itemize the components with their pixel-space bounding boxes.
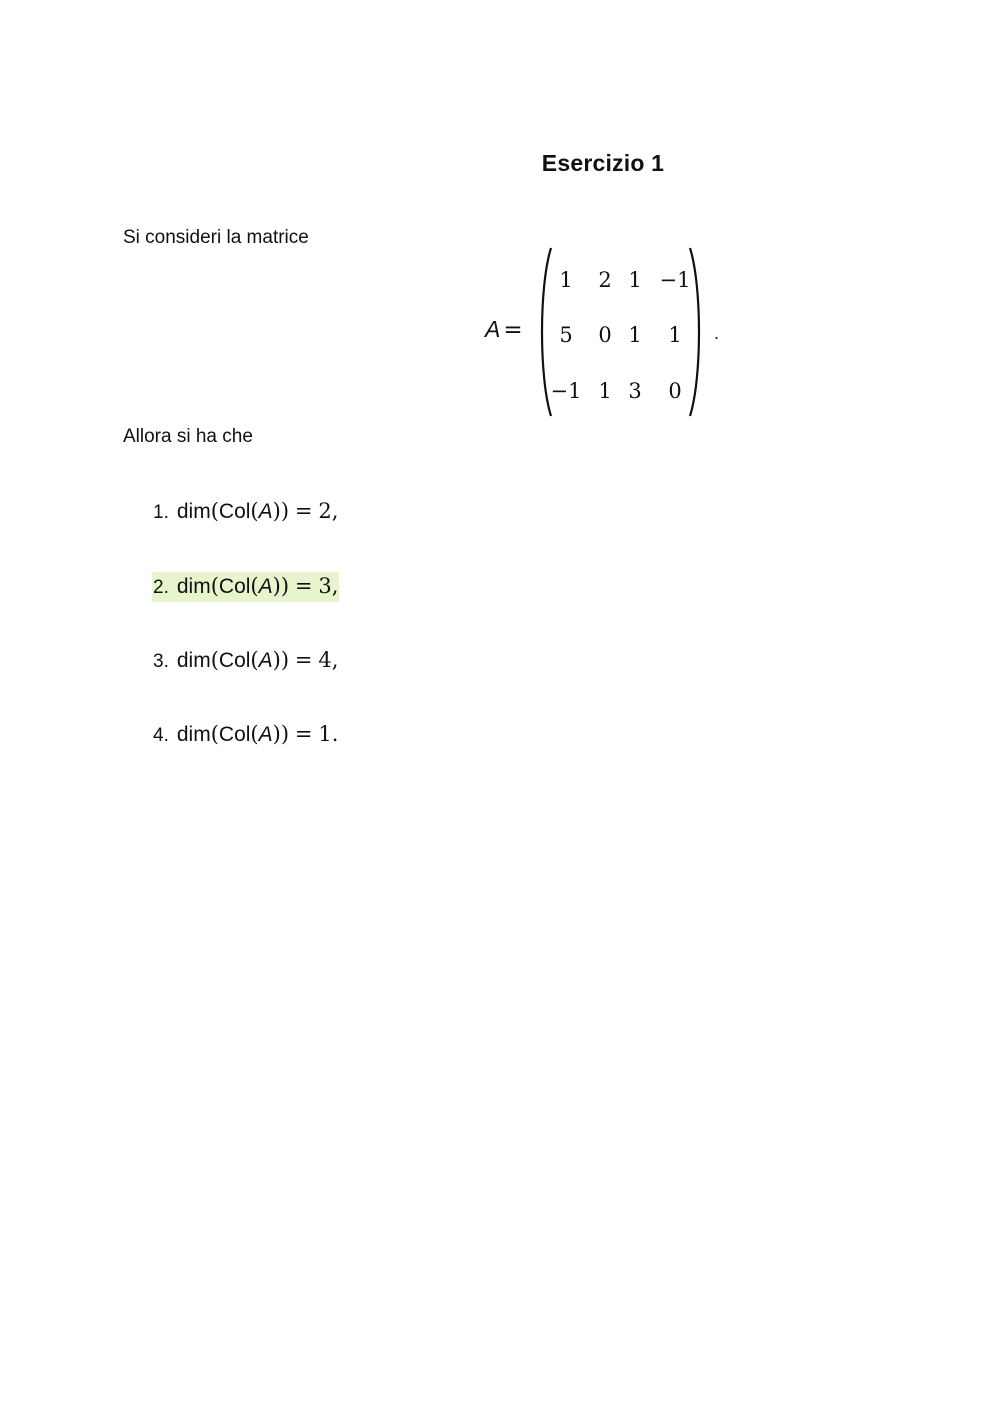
option-paren: (	[250, 574, 259, 598]
matrix-cell: 1	[628, 268, 642, 292]
intro-text: Si consideri la matrice	[123, 227, 309, 248]
option-inner: Col	[218, 649, 251, 672]
option-1	[152, 497, 339, 527]
matrix-cell: 3	[628, 379, 642, 403]
option-number: 1.	[153, 502, 169, 523]
option-value: 4,	[318, 648, 339, 672]
right-parenthesis	[687, 246, 705, 418]
option-paren: ))	[272, 574, 290, 598]
option-number: 2.	[153, 577, 169, 598]
option-equals: =	[294, 574, 313, 598]
option-value: 1.	[318, 722, 339, 746]
matrix-name: A	[485, 316, 501, 342]
matrix-cell: 1	[668, 323, 682, 347]
option-number: 4.	[153, 725, 169, 746]
option-paren: (	[210, 722, 219, 746]
matrix-lhs	[485, 316, 523, 343]
matrix-cell: 1	[598, 379, 612, 403]
option-inner: Col	[218, 575, 251, 598]
option-arg: A	[258, 500, 273, 523]
matrix-cell: −1	[550, 379, 582, 403]
option-paren: (	[210, 648, 219, 672]
outro-text: Allora si ha che	[123, 426, 253, 447]
option-func: dim	[176, 575, 211, 598]
matrix-cell: −1	[659, 268, 691, 292]
option-arg: A	[258, 649, 273, 672]
option-number: 3.	[153, 651, 169, 672]
option-func: dim	[176, 500, 211, 523]
option-arg: A	[258, 723, 273, 746]
option-inner: Col	[218, 500, 251, 523]
option-func: dim	[176, 723, 211, 746]
option-paren: (	[250, 499, 259, 523]
option-func: dim	[176, 649, 211, 672]
option-3	[152, 646, 339, 676]
option-paren: (	[210, 574, 219, 598]
option-value: 2,	[318, 499, 339, 523]
option-paren: (	[210, 499, 219, 523]
matrix-cell: 1	[559, 268, 573, 292]
option-equals: =	[294, 648, 313, 672]
option-paren: ))	[272, 722, 290, 746]
option-paren: (	[250, 648, 259, 672]
option-arg: A	[258, 575, 273, 598]
option-inner: Col	[218, 723, 251, 746]
option-value: 3,	[318, 574, 339, 598]
matrix-equals: =	[503, 317, 523, 343]
option-paren: ))	[272, 499, 290, 523]
exercise-title: Esercizio 1	[541, 150, 665, 176]
option-equals: =	[294, 722, 313, 746]
option-paren: ))	[272, 648, 290, 672]
matrix-equation	[484, 244, 734, 420]
matrix-cell: 5	[559, 323, 573, 347]
option-2	[152, 572, 339, 602]
matrix-cell: 1	[628, 323, 642, 347]
matrix-cell: 0	[668, 379, 682, 403]
matrix-cell: 0	[598, 323, 612, 347]
matrix-cell: 2	[598, 268, 612, 292]
matrix-period: .	[714, 324, 720, 343]
option-equals: =	[294, 499, 313, 523]
option-4	[152, 720, 339, 750]
option-paren: (	[250, 722, 259, 746]
